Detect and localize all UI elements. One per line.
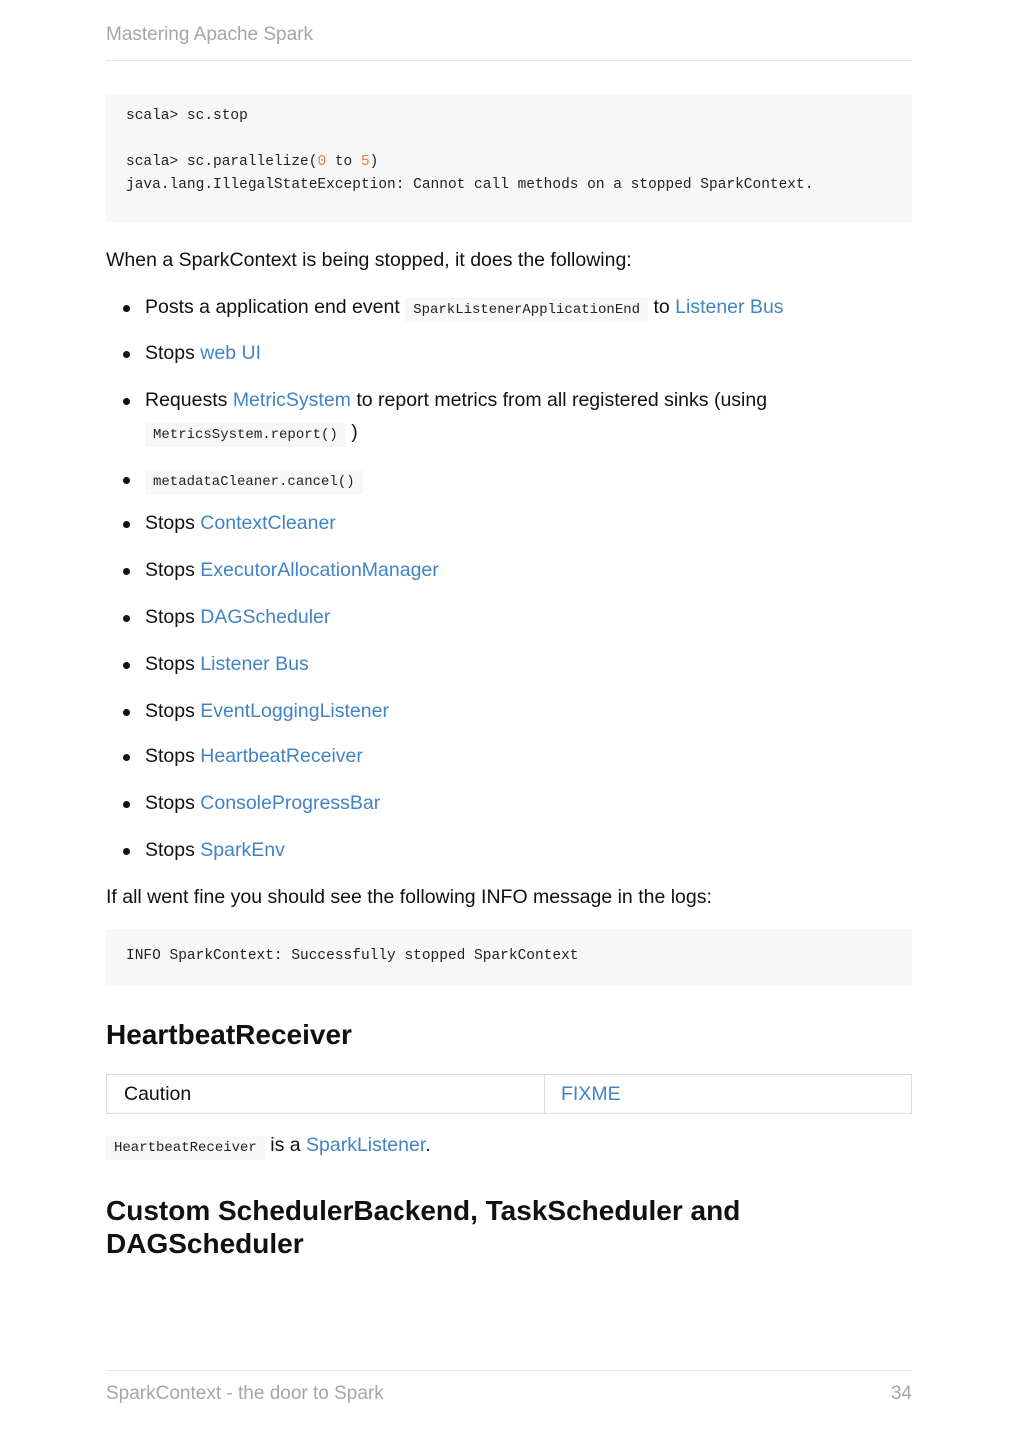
running-header: Mastering Apache Spark	[106, 24, 912, 61]
section-heading-heartbeat-receiver: HeartbeatReceiver	[106, 1019, 352, 1050]
bullet-icon	[123, 848, 130, 855]
bullet-icon	[123, 398, 130, 405]
bullet-icon	[123, 801, 130, 808]
bullet-icon	[123, 568, 130, 575]
code-line: java.lang.IllegalStateException: Cannot call methods on a stopped SparkContext.	[126, 177, 814, 193]
link-listener-bus[interactable]: Listener Bus	[675, 296, 784, 318]
link-metric-system[interactable]: MetricSystem	[232, 389, 351, 411]
inline-code: metadataCleaner.cancel()	[145, 470, 363, 494]
running-footer	[106, 1370, 912, 1405]
bullet-icon	[123, 477, 130, 484]
link-event-logging-listener[interactable]: EventLoggingListener	[200, 700, 389, 722]
footer-chapter-title: SparkContext - the door to Spark	[106, 1383, 384, 1404]
section-heading-custom-scheduler: Custom SchedulerBackend, TaskScheduler and DAGScheduler	[106, 1195, 741, 1259]
bullet-icon	[123, 351, 130, 358]
inline-code: HeartbeatReceiver	[106, 1136, 265, 1160]
link-executor-allocation-manager[interactable]: ExecutorAllocationManager	[200, 559, 439, 581]
link-web-ui[interactable]: web UI	[200, 342, 261, 364]
link-spark-env[interactable]: SparkEnv	[200, 839, 285, 861]
bullet-icon	[123, 709, 130, 716]
link-context-cleaner[interactable]: ContextCleaner	[200, 512, 336, 534]
inline-code: SparkListenerApplicationEnd	[405, 298, 648, 322]
link-fixme[interactable]: FIXME	[561, 1083, 621, 1105]
admonition-label: Caution	[107, 1075, 545, 1113]
inline-code: MetricsSystem.report()	[145, 423, 346, 447]
link-dag-scheduler[interactable]: DAGScheduler	[200, 606, 331, 628]
heartbeat-paragraph: HeartbeatReceiver is a SparkListener.	[106, 1134, 431, 1157]
bullet-icon	[123, 615, 130, 622]
bullet-icon	[123, 521, 130, 528]
link-spark-listener[interactable]: SparkListener	[306, 1134, 426, 1156]
bullet-icon	[123, 662, 130, 669]
code-line: scala> sc.parallelize(0 to 5)	[126, 154, 379, 170]
code-line: scala> sc.stop	[126, 108, 248, 124]
link-heartbeat-receiver[interactable]: HeartbeatReceiver	[200, 745, 363, 767]
link-console-progress-bar[interactable]: ConsoleProgressBar	[200, 792, 381, 814]
caution-admonition	[106, 1074, 912, 1114]
code-block-info-log: INFO SparkContext: Successfully stopped SparkContext	[106, 929, 912, 985]
bullet-icon	[123, 754, 130, 761]
intro-paragraph: When a SparkContext is being stopped, it does the following:	[106, 249, 632, 271]
link-listener-bus-2[interactable]: Listener Bus	[200, 653, 309, 675]
code-block-sc-stop	[106, 95, 912, 222]
bullet-icon	[123, 305, 130, 312]
page-number: 34	[890, 1383, 912, 1404]
outro-paragraph: If all went fine you should see the following INFO message in the logs:	[106, 886, 712, 908]
